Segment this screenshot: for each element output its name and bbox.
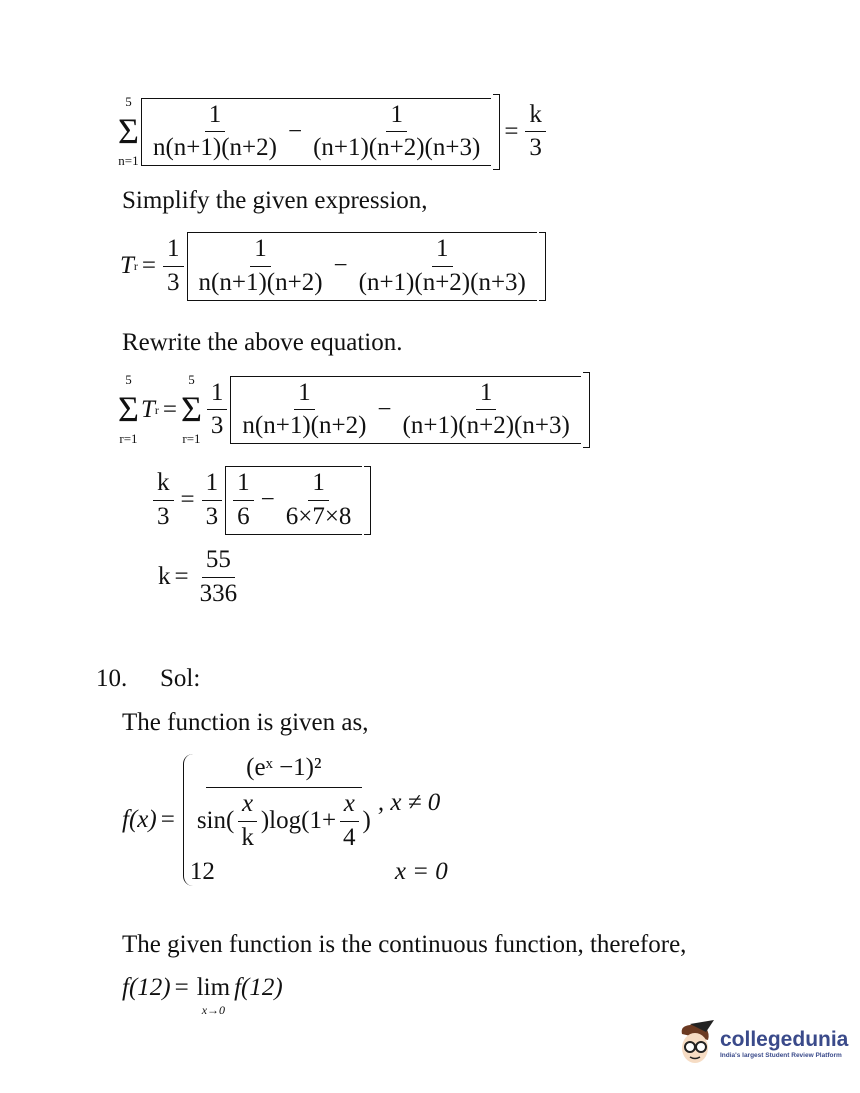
- fraction: [196, 546, 242, 609]
- sigma: Σ: [118, 111, 139, 152]
- fraction: [163, 235, 184, 298]
- equals: =: [174, 563, 189, 591]
- minus: −: [377, 395, 392, 423]
- numerator: x: [340, 790, 359, 822]
- limit: [197, 974, 230, 1018]
- equation-piecewise: [122, 754, 448, 886]
- function-value: f(12): [234, 974, 283, 1001]
- numerator: 1: [202, 469, 223, 501]
- sum-lower: r=1: [119, 431, 138, 447]
- variable: k: [158, 563, 171, 591]
- logo-tagline: India's largest Student Review Platform: [720, 1051, 842, 1059]
- numerator: 1: [207, 379, 228, 411]
- equation-k-over-3: [150, 466, 371, 535]
- denominator: (n+1)(n+2)(n+3): [313, 134, 481, 162]
- case-value: 12: [189, 858, 215, 886]
- numerator: 1: [250, 235, 271, 267]
- variable: T: [120, 252, 134, 280]
- equation-k-value: [158, 546, 244, 609]
- fraction: [525, 101, 546, 164]
- numerator: 1: [476, 379, 497, 411]
- question-number: 10.: [96, 665, 128, 692]
- case-row-1: [190, 754, 448, 852]
- fraction: [238, 379, 370, 442]
- fraction: [355, 235, 530, 298]
- denominator: k: [241, 823, 254, 851]
- equation-limit: [122, 974, 283, 1018]
- numerator: (eˣ −1)²: [206, 754, 361, 788]
- sum-upper: 5: [188, 372, 195, 387]
- summation: [181, 372, 202, 448]
- equals: =: [174, 974, 189, 1001]
- denominator: sin ( $\frac{x}{k}$ ) log ( 1+ $\frac{x}{4}$ ): [196, 789, 371, 851]
- sum-lower: r=1: [182, 431, 201, 447]
- equation-sum-tr: [118, 372, 590, 448]
- denominator: (n+1)(n+2)(n+3): [402, 412, 570, 440]
- solution-label: Sol:: [160, 665, 201, 692]
- equals: =: [141, 252, 157, 280]
- fraction: [282, 469, 356, 532]
- denominator: n(n+1)(n+2): [152, 134, 277, 162]
- fraction: [195, 235, 327, 298]
- summation: [118, 372, 139, 448]
- bracket: [141, 98, 491, 167]
- minus: −: [260, 486, 275, 514]
- case-row-2: [190, 858, 448, 886]
- fraction: [149, 101, 281, 164]
- numerator: k: [153, 469, 174, 501]
- summation: [118, 94, 139, 170]
- lim: lim: [196, 974, 231, 1001]
- equals: =: [180, 486, 195, 514]
- denominator: 4: [343, 823, 356, 851]
- sigma: Σ: [118, 389, 139, 430]
- denominator: n(n+1)(n+2): [198, 268, 323, 296]
- fraction: [309, 101, 484, 164]
- denominator: 3: [210, 412, 224, 440]
- condition: x = 0: [394, 858, 448, 886]
- text-continuous: The given function is the continuous function, therefore,: [122, 931, 687, 958]
- equals: =: [504, 117, 519, 145]
- numerator: 55: [202, 546, 235, 578]
- minus: −: [333, 252, 348, 280]
- minus: −: [287, 117, 303, 145]
- numerator: 1: [386, 101, 407, 133]
- text-simplify: Simplify the given expression,: [122, 187, 428, 214]
- equation-sum-given: [118, 94, 549, 170]
- equation-tr: [120, 232, 546, 301]
- limit-subscript: x→0: [201, 1002, 226, 1017]
- function-value: f(12): [122, 974, 171, 1001]
- bracket: [225, 466, 362, 535]
- bracket: [187, 232, 537, 301]
- numerator: 1: [432, 235, 453, 267]
- text-rewrite: Rewrite the above equation.: [122, 329, 403, 356]
- numerator: 1: [163, 235, 184, 267]
- denominator: 3: [529, 134, 542, 162]
- fraction: [237, 790, 258, 853]
- fraction: [193, 754, 375, 852]
- denominator: 6: [237, 502, 250, 530]
- bracket: [230, 376, 580, 445]
- logo-name: collegedunia: [720, 1027, 849, 1051]
- log: log: [269, 806, 302, 834]
- numerator: x: [238, 790, 257, 822]
- bracket-close: [583, 372, 590, 448]
- function-name: f(x): [122, 806, 157, 834]
- denominator: 3: [157, 502, 170, 530]
- denominator: 3: [205, 502, 219, 530]
- numerator: 1: [205, 101, 226, 133]
- fraction: [339, 790, 360, 853]
- numerator: 1: [233, 469, 254, 501]
- denominator: (n+1)(n+2)(n+3): [358, 268, 526, 296]
- collegedunia-logo: [676, 1020, 848, 1068]
- bracket-close: [493, 94, 500, 170]
- numerator: k: [525, 101, 546, 133]
- case-brace: [183, 754, 448, 886]
- denominator: 3: [167, 268, 180, 296]
- bracket-close: [539, 232, 546, 301]
- sin: sin: [196, 806, 226, 834]
- one-plus: 1+: [309, 806, 337, 834]
- numerator: 1: [308, 469, 329, 501]
- subscript: r: [133, 259, 138, 274]
- denominator: 336: [199, 579, 238, 607]
- denominator: n(n+1)(n+2): [242, 412, 367, 440]
- denominator: 6×7×8: [285, 502, 352, 530]
- sum-upper: 5: [125, 372, 132, 387]
- text-function-given: The function is given as,: [122, 709, 369, 736]
- fraction: [207, 379, 228, 442]
- equals: =: [162, 395, 177, 423]
- fraction: [202, 469, 223, 532]
- sum-upper: 5: [125, 94, 132, 109]
- condition: , x ≠ 0: [377, 789, 441, 817]
- subscript: r: [154, 402, 159, 417]
- variable: T: [140, 395, 155, 423]
- mascot-icon: [676, 1020, 716, 1068]
- equals: =: [160, 806, 175, 834]
- bracket-close: [364, 466, 371, 535]
- fraction: [233, 469, 254, 532]
- numerator: 1: [294, 379, 315, 411]
- fraction: [399, 379, 574, 442]
- sum-lower: n=1: [118, 153, 139, 169]
- sigma: Σ: [180, 389, 202, 430]
- fraction: [153, 469, 174, 532]
